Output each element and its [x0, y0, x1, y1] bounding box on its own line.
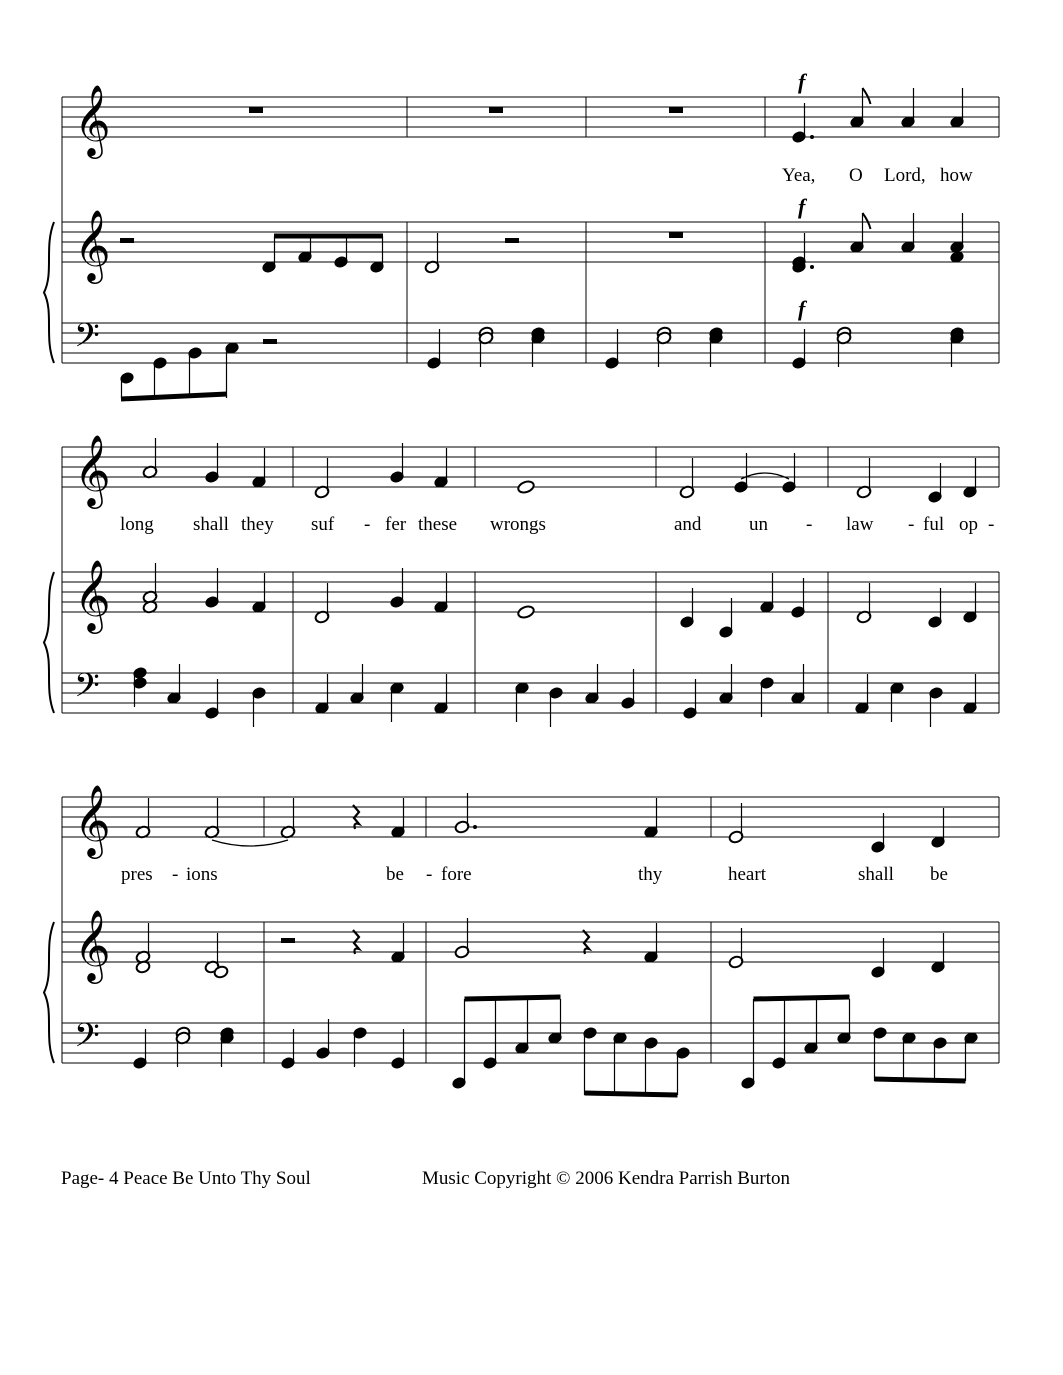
lyric: - [806, 514, 813, 535]
lyric: - [908, 514, 915, 535]
dot [810, 265, 814, 269]
lyric: un [749, 514, 768, 535]
lyric: O [849, 165, 863, 186]
lyric: fore [441, 864, 472, 885]
lyric: law [846, 514, 874, 535]
dot [473, 825, 477, 829]
flag [863, 88, 871, 104]
brace [44, 922, 54, 1063]
treble-clef-icon: 𝄞 [74, 558, 111, 631]
lyric: wrongs [490, 514, 546, 535]
dynamic-forte: f [798, 69, 806, 94]
lyric: shall [858, 864, 894, 885]
lyric: - [426, 864, 433, 885]
whole-rest [489, 107, 503, 113]
beam [465, 997, 561, 999]
notehead [517, 480, 535, 495]
treble-clef-icon: 𝄞 [74, 208, 111, 281]
treble-clef-icon: 𝄞 [74, 83, 111, 156]
beam [121, 394, 227, 399]
treble-clef-icon: 𝄞 [74, 783, 111, 856]
lyric: how [940, 165, 973, 186]
half-rest [281, 938, 295, 943]
treble-clef-icon: 𝄞 [74, 433, 111, 506]
whole-rest [669, 232, 683, 238]
footer-page-label: Page- 4 Peace Be Unto Thy Soul [61, 1168, 311, 1189]
notehead [517, 605, 535, 620]
beam [754, 997, 850, 999]
half-rest [505, 238, 519, 243]
bass-clef-icon: 𝄢 [74, 667, 100, 713]
lyric: thy [638, 864, 663, 885]
brace [44, 222, 54, 363]
lyric: - [172, 864, 179, 885]
lyric: - [364, 514, 371, 535]
tie [212, 840, 288, 846]
lyric: suf [311, 514, 335, 535]
dynamic-forte: f [798, 296, 806, 321]
lyric: - [988, 514, 995, 535]
lyric: be [930, 864, 948, 885]
beam [875, 1079, 966, 1081]
flag [863, 213, 871, 229]
lyric: these [418, 514, 458, 535]
lyric: and [674, 514, 702, 535]
tie [741, 473, 789, 479]
lyric: fer [385, 514, 407, 535]
brace [44, 572, 54, 713]
lyric: heart [728, 864, 766, 885]
dynamic-forte: f [798, 194, 806, 219]
half-rest [263, 339, 277, 344]
lyric: they [241, 514, 274, 535]
lyric: long [120, 514, 154, 535]
whole-rest [669, 107, 683, 113]
bass-clef-icon: 𝄢 [74, 1017, 100, 1063]
lyric: ions [186, 864, 218, 885]
lyric: shall [193, 514, 229, 535]
whole-rest [249, 107, 263, 113]
bass-clef-icon: 𝄢 [74, 317, 100, 363]
footer-copyright: Music Copyright © 2006 Kendra Parrish Burton [422, 1168, 791, 1189]
beam [585, 1093, 678, 1095]
half-rest [120, 238, 134, 243]
lyric: be [386, 864, 404, 885]
dot [810, 135, 814, 139]
treble-clef-icon: 𝄞 [74, 908, 111, 981]
lyric: Yea, [782, 165, 816, 186]
lyric: Lord, [884, 165, 926, 186]
lyric: op [959, 514, 978, 535]
lyric: ful [923, 514, 945, 535]
lyric: pres [121, 864, 153, 885]
